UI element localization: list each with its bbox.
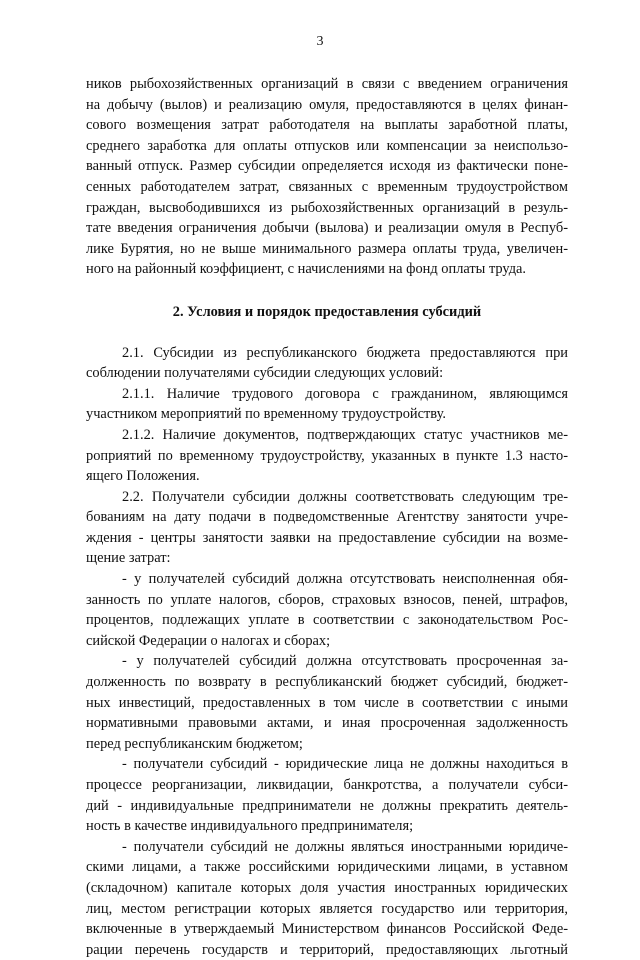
text-line: скими лицами, а также российскими юридическими лицами, в уставном [86, 859, 568, 876]
text-line: ванный отпуск. Размер субсидии определяется исходя из фактически поне- [86, 158, 568, 175]
text-line: долженность по возврату в республиканский бюджет субсидий, бюджет- [86, 674, 568, 691]
paragraph-2-2 [86, 487, 568, 569]
paragraph-2-1 [86, 343, 568, 384]
text-line: рации перечень государств и территорий, предоставляющих льготный [86, 941, 568, 958]
document-body [86, 74, 568, 960]
text-line: сенных работодателем затрат, связанных с временным трудоустройством [86, 178, 568, 195]
text-line: - у получателей субсидий должна отсутствовать просроченная за- [122, 653, 568, 670]
requirement-foreign-entities [86, 837, 568, 960]
text-line: - получатели субсидий не должны являться иностранными юридиче- [122, 838, 568, 855]
requirement-reorganization [86, 754, 568, 836]
text-line: сийской Федерации о налогах и сборах; [86, 632, 331, 649]
paragraph-2-1-1 [86, 384, 568, 425]
text-line: перед республиканским бюджетом; [86, 735, 303, 752]
text-line: процентов, подлежащих уплате в соответствии с законодательством Рос- [86, 612, 568, 629]
page-number: 3 [316, 34, 324, 49]
text-line: - получатели субсидий - юридические лица не должны находиться в [122, 756, 568, 773]
text-line: 2.1.2. Наличие документов, подтверждающих статус участников ме- [122, 426, 568, 443]
paragraph-2-1-2 [86, 425, 568, 487]
text-line: соблюдении получателями субсидии следующих условий: [86, 365, 444, 382]
text-line: 2.1.1. Наличие трудового договора с гражданином, являющимся [122, 385, 568, 402]
text-line: ность в качестве индивидуального предпринимателя; [86, 818, 414, 835]
text-line: лиц, местом регистрации которых является государство или территория, [86, 900, 568, 917]
text-line: нормативными правовыми актами, и иная просроченная задолженность [86, 715, 568, 732]
text-line: тате введения ограничения добычи (вылова) и реализации омуля в Респуб- [86, 220, 568, 237]
text-line: ждения - центры занятости заявки на предоставление субсидии на возме- [86, 529, 568, 546]
text-line: - у получателей субсидий должна отсутствовать неисполненная обя- [122, 571, 568, 588]
text-line: среднего заработка для оплаты отпусков или компенсации за неиспользо- [86, 137, 568, 154]
text-line: ящего Положения. [86, 468, 200, 485]
text-line: включенные в утверждаемый Министерством финансов Российской Феде- [86, 921, 568, 938]
text-line: процессе реорганизации, ликвидации, банкротства, а получатели субси- [86, 777, 568, 793]
section-heading: 2. Условия и порядок предоставления субсидий [172, 303, 482, 320]
text-line: ного на районный коэффициент, с начислениями на фонд оплаты труда. [86, 261, 527, 278]
text-line: (складочном) капитале которых доля участия иностранных юридических [86, 879, 568, 896]
text-line: ников рыбохозяйственных организаций в связи с введением ограничения [86, 76, 568, 92]
requirement-budget-debt [86, 651, 568, 754]
text-line: сового возмещения затрат работодателя на выплаты заработной платы, [86, 117, 568, 134]
text-line: 2.2. Получатели субсидии должны соответствовать следующим тре- [122, 488, 568, 505]
text-line: ных инвестиций, предоставленных в том числе в соответствии с иными [86, 694, 568, 711]
intro-paragraph [86, 74, 568, 280]
text-line: щение затрат: [86, 550, 171, 567]
text-line: лике Бурятия, но не выше минимального размера оплаты труда, увеличен- [86, 240, 568, 257]
text-line: дий - индивидуальные предприниматели не должны прекратить деятель- [86, 797, 568, 814]
requirement-tax-debt [86, 569, 568, 651]
text-line: занность по уплате налогов, сборов, страховых взносов, пеней, штрафов, [86, 591, 568, 608]
text-line: бованиям на дату подачи в подведомственные Агентству занятости учре- [86, 509, 568, 526]
text-line: на добычу (вылов) и реализацию омуля, предоставляются в целях финан- [86, 96, 568, 113]
text-line: участником мероприятий по временному трудоустройству. [86, 406, 446, 423]
text-line: 2.1. Субсидии из республиканского бюджета предоставляются при [122, 344, 568, 361]
text-line: роприятий по временному трудоустройству, указанных в пункте 1.3 насто- [86, 447, 568, 464]
text-line: граждан, высвободившихся из рыбохозяйственных организаций в резуль- [86, 199, 568, 216]
